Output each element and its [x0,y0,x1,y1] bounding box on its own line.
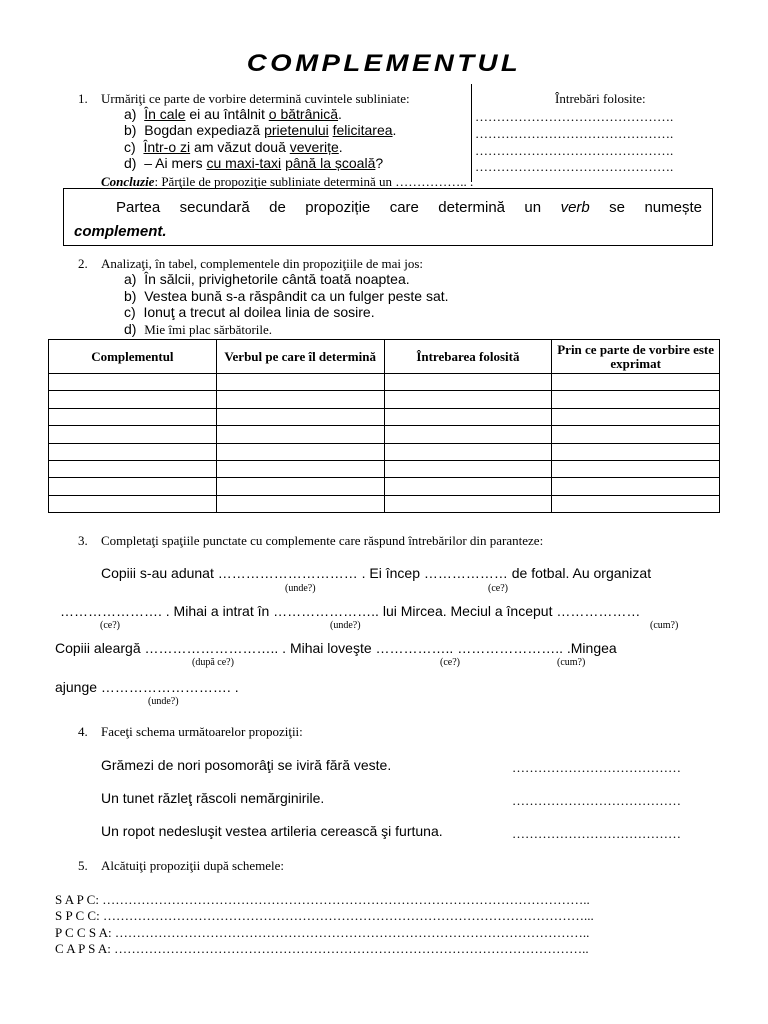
table-cell[interactable] [552,443,720,460]
ex3-hint-how-2: (cum?) [650,620,679,631]
ex1-answer-a[interactable]: ………………………………………. [475,109,674,124]
table-cell[interactable] [384,426,552,443]
ex1-answer-b[interactable]: ………………………………………. [475,126,674,141]
ex3-hint-where-4: (unde?) [148,696,179,707]
ex5-scheme-sapc[interactable]: S A P C: ………………………………………………………………………………………………….. [55,892,590,907]
ex4-answer-3[interactable]: ………………………………… [512,826,681,841]
header-part-of-speech: Prin ce parte de vorbire este exprimat [552,340,720,374]
ex2-item-a: a) În sălcii, privighetorile cântă toată noaptea. [124,271,410,287]
ex2-item-c: c) Ionuţ a trecut al doilea linia de sosire. [124,304,375,320]
table-cell[interactable] [49,443,217,460]
header-complement: Complementul [49,340,217,374]
table-cell[interactable] [216,408,384,425]
table-cell[interactable] [216,374,384,391]
table-cell[interactable] [49,426,217,443]
ex1-answer-d[interactable]: ………………………………………. [475,159,674,174]
table-cell[interactable] [216,391,384,408]
ex5-scheme-spcc[interactable]: S P C C: …………………………………………………………………………………………………... [55,908,594,923]
table-row [49,495,720,512]
definition-box [63,188,713,246]
table-cell[interactable] [216,460,384,477]
table-cell[interactable] [49,391,217,408]
table-row [49,374,720,391]
ex1-item-d: d) – Ai mers cu maxi-taxi până la școală? [124,155,384,171]
ex3-line-1[interactable]: Copiii s-au adunat ………………………… . Ei încep ……………… de fotbal. Au organizat [101,565,652,581]
ex2-instruction: Analizaţi, în tabel, complementele din propoziţiile de mai jos: [101,256,424,271]
table-row [49,408,720,425]
header-question: Întrebarea folosită [384,340,552,374]
table-cell[interactable] [552,460,720,477]
ex3-hint-where-1: (unde?) [285,583,316,594]
table-cell[interactable] [384,478,552,495]
table-cell[interactable] [49,460,217,477]
table-cell[interactable] [49,495,217,512]
ex1-divider [471,84,472,182]
ex4-answer-1[interactable]: ………………………………… [512,760,681,775]
ex3-instruction: Completaţi spaţiile punctate cu complemente care răspund întrebărilor din paranteze: [101,533,544,548]
table-body [49,374,720,513]
ex4-instruction: Faceţi schema următoarelor propoziţii: [101,724,303,739]
ex2-number: 2. [78,256,88,271]
table-cell[interactable] [384,391,552,408]
ex1-instruction: Urmăriţi ce parte de vorbire determină cuvintele subliniate: [101,91,410,106]
header-verb: Verbul pe care îl determină [216,340,384,374]
ex1-item-b: b) Bogdan expediază prietenului felicitarea. [124,122,397,138]
table-header-row [49,340,720,374]
definition-line-1: Partea secundară de propoziție care determină un verb se numește [116,199,702,216]
ex4-sentence-3: Un ropot nedesluşit vestea artileria cerească şi furtuna. [101,823,443,839]
table-cell[interactable] [216,495,384,512]
ex3-line-2[interactable]: …………………. . Mihai a intrat în ………………….. lui Mircea. Meciul a început ……………… [60,603,641,619]
ex2-item-d: d) Mie îmi plac sărbătorile. [124,321,273,337]
ex3-hint-what-1: (ce?) [488,583,508,594]
table-row [49,391,720,408]
table-cell[interactable] [49,408,217,425]
table-cell[interactable] [216,426,384,443]
ex5-scheme-pccsa[interactable]: P C C S A: ……………………………………………………………………………………………….. [55,925,590,940]
ex1-answer-c[interactable]: ………………………………………. [475,143,674,158]
ex4-sentence-2: Un tunet răzleţ răscoli nemărginirile. [101,790,325,806]
table-row [49,460,720,477]
table-cell[interactable] [552,495,720,512]
table-cell[interactable] [384,495,552,512]
table-row [49,426,720,443]
table-cell[interactable] [384,374,552,391]
ex4-number: 4. [78,724,88,739]
table-cell[interactable] [552,426,720,443]
table-cell[interactable] [49,478,217,495]
table-cell[interactable] [384,443,552,460]
ex2-item-b: b) Vestea bună s-a răspândit ca un fulger peste sat. [124,288,449,304]
table-cell[interactable] [216,478,384,495]
ex5-instruction: Alcătuiţi propoziţii după schemele: [101,858,285,873]
table-row [49,443,720,460]
table-cell[interactable] [552,374,720,391]
analysis-table [48,339,720,513]
table-cell[interactable] [552,478,720,495]
table-cell[interactable] [552,391,720,408]
ex1-item-a: a) În cale ei au întâlnit o bătrânică. [124,106,342,122]
ex1-item-c: c) Într-o zi am văzut două veverițe. [124,139,343,155]
ex3-hint-what-2: (ce?) [100,620,120,631]
table-row [49,478,720,495]
ex3-hint-how-3: (cum?) [557,657,586,668]
table-cell[interactable] [384,460,552,477]
ex4-sentence-1: Grămezi de nori posomorâţi se iviră fără veste. [101,757,392,773]
ex3-line-4[interactable]: ajunge ………………………. . [55,679,239,695]
ex3-hint-after-what-3: (după ce?) [192,657,234,668]
ex3-hint-what-3: (ce?) [440,657,460,668]
ex5-number: 5. [78,858,88,873]
table-cell[interactable] [384,408,552,425]
ex4-answer-2[interactable]: ………………………………… [512,793,681,808]
ex3-line-3[interactable]: Copiii aleargă ……………………….. . Mihai loveşte …………….. ………………….. .Mingea [55,640,617,656]
definition-line-2: complement. [74,223,167,240]
page-title: COMPLEMENTUL [246,50,522,77]
table-cell[interactable] [216,443,384,460]
table-cell[interactable] [552,408,720,425]
table-cell[interactable] [49,374,217,391]
ex1-questions-header: Întrebări folosite: [555,91,646,106]
ex1-number: 1. [78,91,88,106]
ex3-number: 3. [78,533,88,548]
ex3-hint-where-2: (unde?) [330,620,361,631]
ex1-conclusion: Concluzie: Părţile de propoziţie subliniate determină un …………….. . [101,174,474,189]
ex5-scheme-capsa[interactable]: C A P S A: ……………………………………………………………………………………………….. [55,941,589,956]
